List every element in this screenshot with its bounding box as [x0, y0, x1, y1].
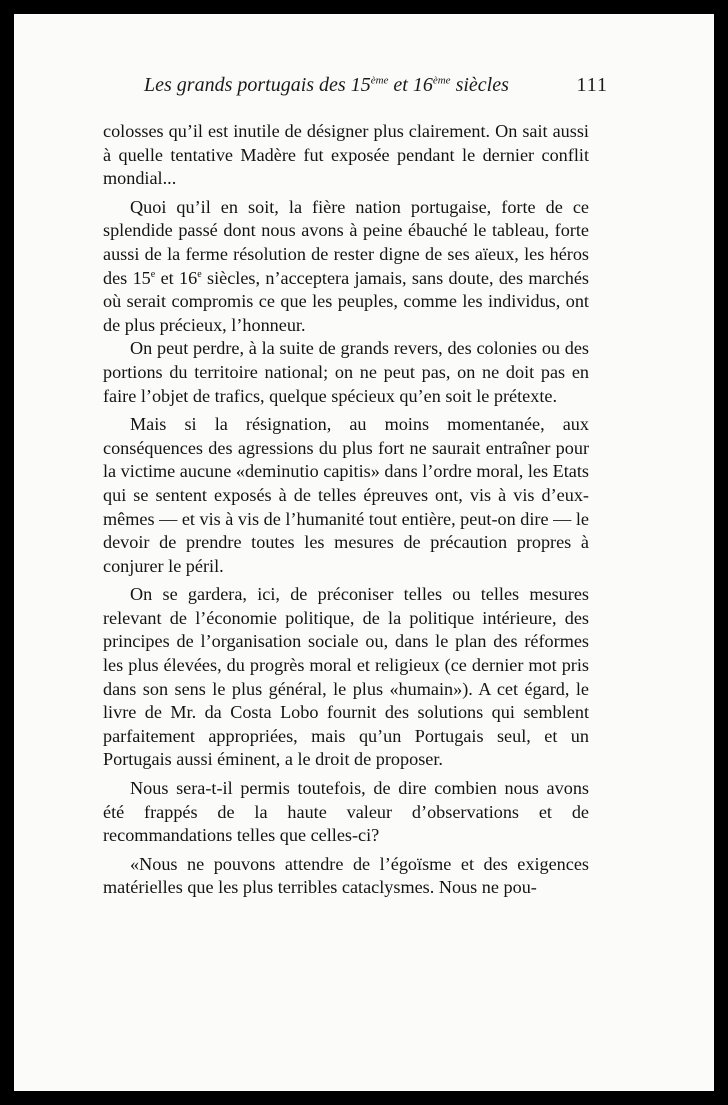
paragraph-6: Nous sera-t-il permis toutefois, de dire combien nous avons été frappés de la haute valeur d’observations et de recommandations telles que celles-ci?: [103, 778, 589, 846]
paragraph-3: On peut perdre, à la suite de grands revers, des colonies ou des portions du territoire national; on ne peut pas, on ne doit pas en faire l’objet de trafics, quelque spécieux qu’en soit le prétexte.: [103, 338, 589, 406]
paragraph-7: «Nous ne pouvons attendre de l’égoïsme et des exigences matérielles que les plus terribles cataclysmes. Nous ne pou-: [103, 853, 589, 898]
paragraph-2: Quoi qu’il en soit, la fière nation portugaise, forte de ce splendide passé dont nous avons à peine ébauché le tableau, forte aussi de la ferme résolution de rester digne de ses aïeux, les héros des 15e et 16e siècles, n’acceptera jamais, sans doute, des marchés où serait compromis ce que les peuples, comme les individus, ont de plus précieux, l’honneur.: [103, 196, 589, 335]
running-header: [144, 74, 608, 97]
body-text: [103, 120, 589, 900]
book-page: [14, 14, 714, 1091]
paragraph-4: Mais si la résignation, au moins momentanée, aux conséquences des agressions du plus fort ne saurait entraîner pour la victime aucune «deminutio capitis» dans l’ordre moral, les Etats qui se sentent exposés à de telles épreuves ont, vis à vis d’eux-mêmes — et vis à vis de l’humanité tout entière, peut-on dire — le devoir de prendre toutes les mesures de précaution propres à conjurer le péril.: [103, 414, 589, 576]
running-title: Les grands portugais des 15ème et 16ème siècles: [144, 74, 509, 96]
paragraph-5: On se gardera, ici, de préconiser telles ou telles mesures relevant de l’économie politique, de la politique intérieure, des principes de l’organisation sociale ou, dans le plan des réformes les plus élevées, du progrès moral et religieux (ce dernier mot pris dans son sens le plus général, le plus «humain»). A cet égard, le livre de Mr. da Costa Lobo fournit des solutions qui semblent parfaitement appropriées, mais qu’un Portugais seul, et un Portugais aussi éminent, a le droit de proposer.: [103, 584, 589, 770]
page-number: 111: [576, 74, 608, 96]
paragraph-1: colosses qu’il est inutile de désigner plus clairement. On sait aussi à quelle tentative Madère fut exposée pendant le dernier conflit mondial...: [103, 121, 589, 189]
